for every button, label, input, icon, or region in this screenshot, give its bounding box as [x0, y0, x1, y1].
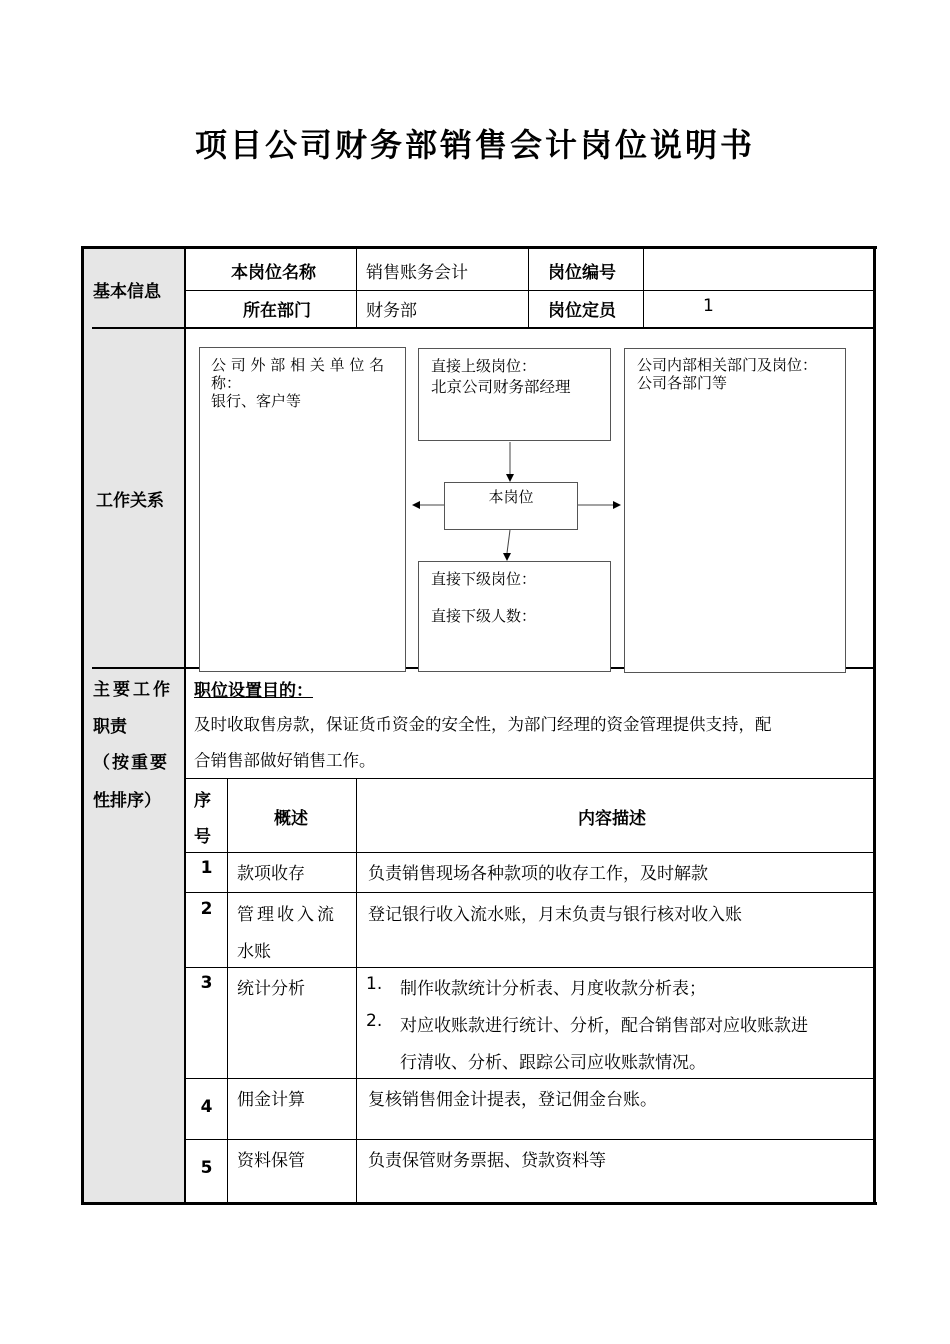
arrow-left-head: [412, 501, 420, 509]
page-title: 项目公司财务部销售会计岗位说明书: [194, 126, 755, 164]
department-label: 所在部门: [243, 301, 311, 321]
header-summary: 概述: [274, 809, 308, 829]
arrow-down-head-2: [503, 553, 511, 561]
row2-description: 登记银行收入流水账，月末负责与银行核对收入账: [368, 905, 742, 925]
external-title-line2: 称：: [211, 374, 242, 392]
row4-summary: 佣金计算: [237, 1090, 305, 1110]
row2-bottom-line: [186, 967, 874, 968]
purpose-heading: 职位设置目的：: [194, 681, 313, 701]
position-name-label: 本岗位名称: [231, 263, 316, 283]
row4-number: 4: [200, 1097, 213, 1117]
duties-label-line4: 性排序）: [93, 791, 161, 811]
row3-item1-marker: 1.: [366, 974, 383, 994]
row5-description: 负责保管财务票据、贷款资料等: [368, 1151, 606, 1171]
header-seq-line1: 序: [194, 791, 211, 811]
external-title-line1: 公 司 外 部 相 关 单 位 名: [211, 356, 385, 374]
headcount-value: 1: [703, 296, 714, 316]
header-description: 内容描述: [578, 809, 646, 829]
headcount-label: 岗位定员: [548, 301, 616, 321]
subordinate-label: 直接下级岗位：: [431, 570, 537, 588]
basic-info-label: 基本信息: [93, 282, 161, 302]
duties-label-line2: 职责: [93, 717, 127, 737]
superior-value: 北京公司财务部经理: [431, 378, 571, 396]
row1-description: 负责销售现场各种款项的收存工作，及时解款: [368, 864, 708, 884]
arrow-down-to-subordinate: [507, 530, 510, 553]
row4-bottom-line: [186, 1139, 874, 1140]
row2-summary-line2: 水账: [237, 942, 271, 962]
row5-number: 5: [200, 1158, 213, 1178]
external-units-value: 银行、客户等: [211, 392, 302, 410]
purpose-bottom-line: [186, 778, 874, 779]
department-value: 财务部: [366, 301, 417, 321]
position-code-label: 岗位编号: [548, 263, 616, 283]
duties-label-line1: 主要工作: [93, 680, 173, 700]
relations-label: 工作关系: [96, 491, 164, 511]
row2-number: 2: [200, 899, 213, 919]
duties-col-divider-1: [227, 779, 228, 1203]
row3-item2-text-line2: 行清收、分析、跟踪公司应收账款情况。: [400, 1053, 706, 1073]
outer-bottom-border: [81, 1202, 877, 1205]
row3-bottom-line: [186, 1078, 874, 1079]
purpose-line1: 及时收取售房款，保证货币资金的安全性，为部门经理的资金管理提供支持，配: [194, 715, 772, 734]
row1-number: 1: [200, 858, 213, 878]
arrow-down-head-1: [506, 474, 514, 482]
row3-item2-text-line1: 对应收账款进行统计、分析，配合销售部对应收账款进: [400, 1016, 808, 1036]
row3-item2-marker: 2.: [366, 1011, 383, 1031]
row3-summary: 统计分析: [237, 979, 305, 999]
purpose-line2: 合销售部做好销售工作。: [194, 751, 376, 770]
row5-summary: 资料保管: [237, 1151, 305, 1171]
header-seq-line2: 号: [194, 827, 211, 847]
header-bottom-line: [186, 852, 874, 853]
internal-value: 公司各部门等: [637, 374, 728, 392]
row2-summary-line1: 管理收入流: [237, 905, 337, 925]
duties-label-line3: （按重要: [93, 753, 169, 773]
position-name-value: 销售账务会计: [366, 263, 468, 283]
internal-title: 公司内部相关部门及岗位：: [637, 356, 818, 374]
row1-summary: 款项收存: [237, 864, 305, 884]
row3-item1-text: 制作收款统计分析表、月度收款分析表；: [400, 979, 706, 999]
duties-col-divider-2: [356, 779, 357, 1203]
subordinate-count-label: 直接下级人数：: [431, 607, 537, 625]
this-position-label: 本岗位: [488, 488, 534, 506]
superior-label: 直接上级岗位：: [431, 357, 537, 375]
row4-description: 复核销售佣金计提表，登记佣金台账。: [368, 1090, 657, 1110]
row1-bottom-line: [186, 892, 874, 893]
row3-number: 3: [200, 973, 213, 993]
arrow-right-head: [613, 501, 621, 509]
